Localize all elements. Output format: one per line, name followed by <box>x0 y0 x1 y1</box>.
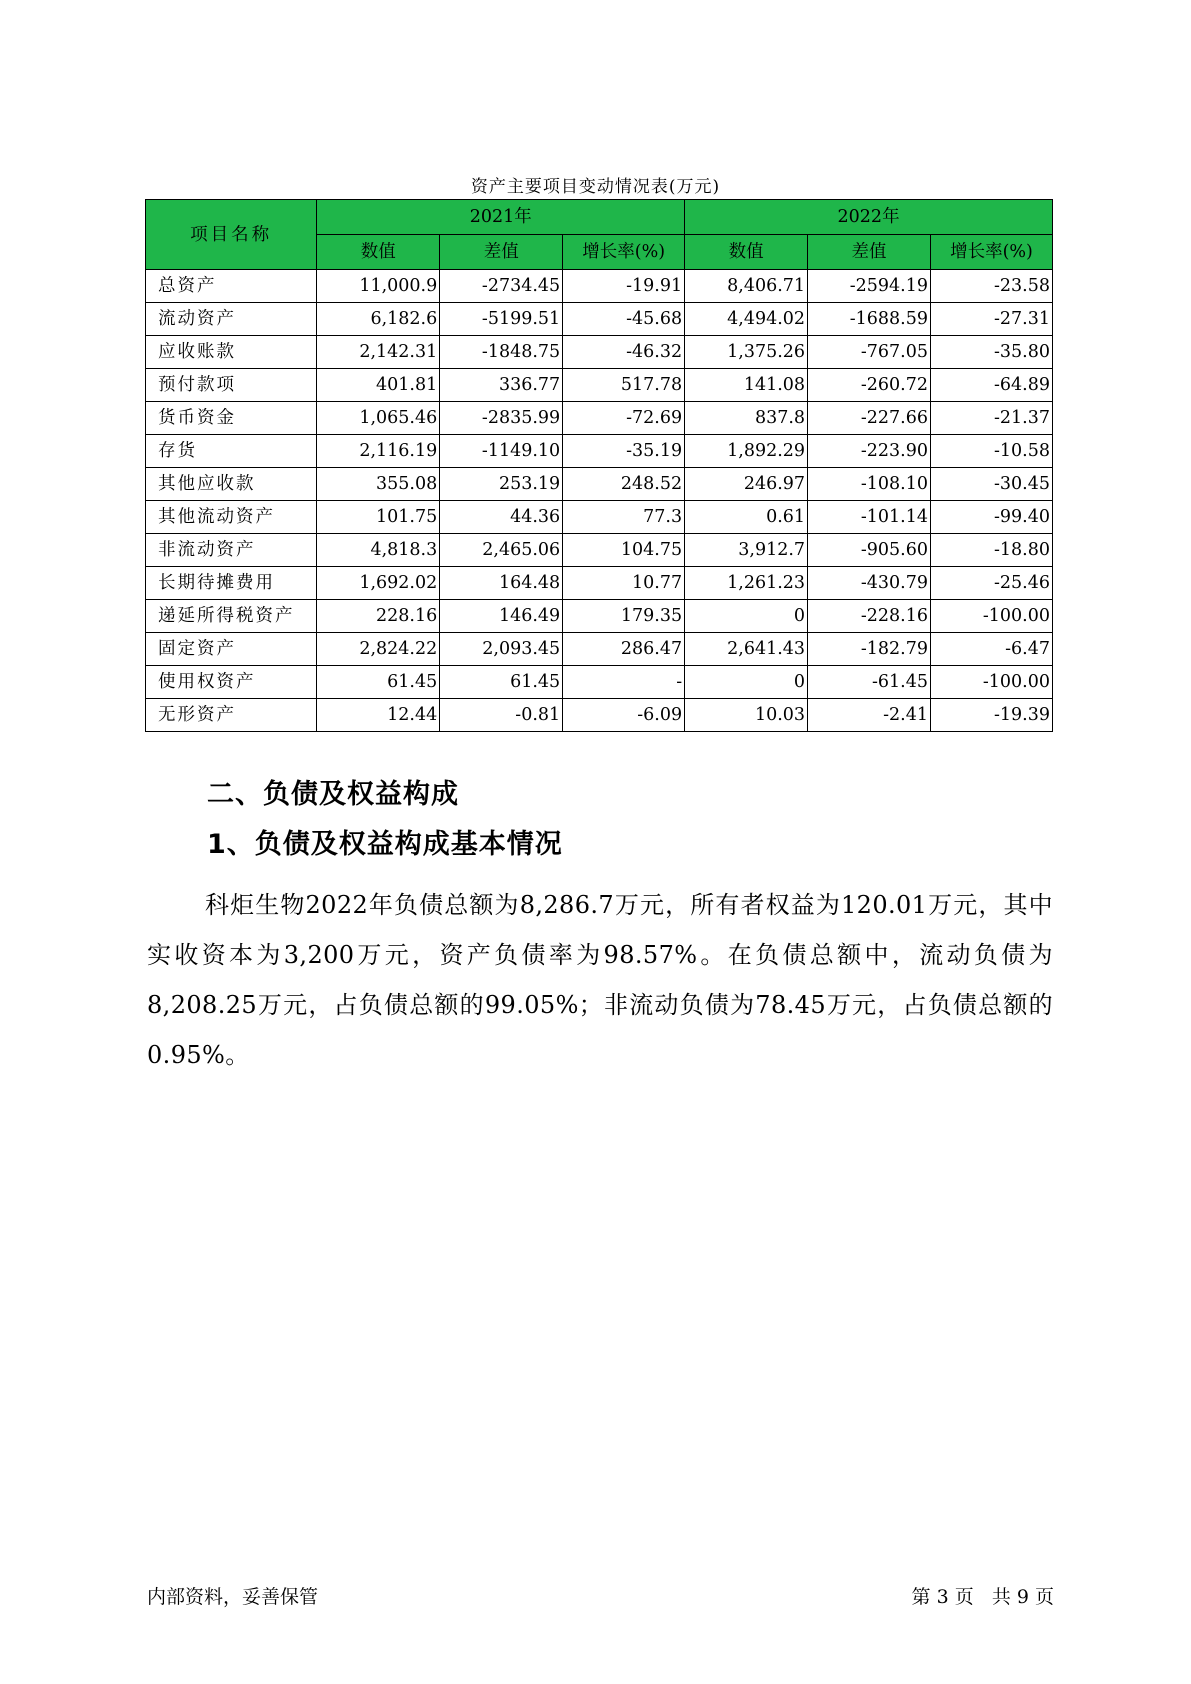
cell-value-2021: 12.44 <box>317 699 440 732</box>
cell-diff-2021: -5199.51 <box>440 303 563 336</box>
cell-value-2022: 1,375.26 <box>685 336 808 369</box>
section-heading: 二、负债及权益构成 <box>207 779 459 810</box>
table-row <box>146 567 1053 600</box>
cell-item-name: 货币资金 <box>146 402 317 435</box>
section-paragraph: 科炬生物2022年负债总额为8,286.7万元，所有者权益为120.01万元，其中实收资本为3,200万元，资产负债率为98.57%。在负债总额中，流动负债为8,208.25万元，占负债总额的99.05%；非流动负债为78.45万元，占负债总额的0.95%。 <box>147 891 1053 1069</box>
cell-growth-2022: -21.37 <box>931 402 1053 435</box>
table-row <box>146 468 1053 501</box>
cell-diff-2022: -1688.59 <box>808 303 931 336</box>
asset-changes-table <box>145 199 1053 732</box>
cell-value-2021: 1,692.02 <box>317 567 440 600</box>
cell-growth-2022: -18.80 <box>931 534 1053 567</box>
cell-value-2022: 0.61 <box>685 501 808 534</box>
cell-value-2021: 2,824.22 <box>317 633 440 666</box>
cell-diff-2021: 253.19 <box>440 468 563 501</box>
cell-growth-2021: 286.47 <box>563 633 685 666</box>
cell-item-name: 非流动资产 <box>146 534 317 567</box>
table-row <box>146 501 1053 534</box>
cell-value-2022: 0 <box>685 666 808 699</box>
cell-diff-2022: -182.79 <box>808 633 931 666</box>
cell-value-2022: 2,641.43 <box>685 633 808 666</box>
cell-value-2022: 1,892.29 <box>685 435 808 468</box>
cell-diff-2021: 164.48 <box>440 567 563 600</box>
cell-diff-2021: 2,093.45 <box>440 633 563 666</box>
cell-growth-2021: -19.91 <box>563 270 685 303</box>
cell-diff-2021: 336.77 <box>440 369 563 402</box>
cell-value-2022: 141.08 <box>685 369 808 402</box>
table-row <box>146 435 1053 468</box>
cell-diff-2022: -2.41 <box>808 699 931 732</box>
cell-item-name: 其他应收款 <box>146 468 317 501</box>
cell-value-2022: 8,406.71 <box>685 270 808 303</box>
cell-diff-2021: -2835.99 <box>440 402 563 435</box>
section-subheading: 1、负债及权益构成基本情况 <box>207 829 563 860</box>
header-value-2021: 数值 <box>317 235 440 270</box>
table-row <box>146 369 1053 402</box>
cell-item-name: 流动资产 <box>146 303 317 336</box>
cell-growth-2022: -25.46 <box>931 567 1053 600</box>
cell-diff-2022: -260.72 <box>808 369 931 402</box>
cell-item-name: 递延所得税资产 <box>146 600 317 633</box>
cell-growth-2022: -27.31 <box>931 303 1053 336</box>
cell-growth-2022: -100.00 <box>931 666 1053 699</box>
cell-growth-2021: 77.3 <box>563 501 685 534</box>
cell-growth-2021: -46.32 <box>563 336 685 369</box>
cell-value-2022: 3,912.7 <box>685 534 808 567</box>
header-year-2022: 2022年 <box>685 200 1053 235</box>
cell-growth-2021: -35.19 <box>563 435 685 468</box>
cell-growth-2022: -19.39 <box>931 699 1053 732</box>
cell-diff-2022: -2594.19 <box>808 270 931 303</box>
cell-diff-2021: -0.81 <box>440 699 563 732</box>
cell-item-name: 使用权资产 <box>146 666 317 699</box>
cell-growth-2022: -30.45 <box>931 468 1053 501</box>
cell-value-2022: 837.8 <box>685 402 808 435</box>
table-row <box>146 402 1053 435</box>
header-growth-2022: 增长率(%) <box>931 235 1053 270</box>
cell-value-2021: 401.81 <box>317 369 440 402</box>
cell-diff-2021: 2,465.06 <box>440 534 563 567</box>
cell-value-2022: 4,494.02 <box>685 303 808 336</box>
header-diff-2022: 差值 <box>808 235 931 270</box>
header-growth-2021: 增长率(%) <box>563 235 685 270</box>
cell-diff-2022: -108.10 <box>808 468 931 501</box>
cell-value-2021: 355.08 <box>317 468 440 501</box>
cell-item-name: 应收账款 <box>146 336 317 369</box>
table-row <box>146 303 1053 336</box>
cell-growth-2021: 179.35 <box>563 600 685 633</box>
cell-growth-2021: - <box>563 666 685 699</box>
header-year-2021: 2021年 <box>317 200 685 235</box>
cell-growth-2021: 10.77 <box>563 567 685 600</box>
cell-diff-2021: -2734.45 <box>440 270 563 303</box>
cell-value-2022: 10.03 <box>685 699 808 732</box>
cell-growth-2022: -35.80 <box>931 336 1053 369</box>
table-row <box>146 600 1053 633</box>
table-caption: 资产主要项目变动情况表(万元) <box>470 177 721 197</box>
table-row <box>146 633 1053 666</box>
table-row <box>146 336 1053 369</box>
header-item-name: 项目名称 <box>146 200 317 270</box>
cell-value-2022: 0 <box>685 600 808 633</box>
table-row <box>146 270 1053 303</box>
table-row <box>146 699 1053 732</box>
header-value-2022: 数值 <box>685 235 808 270</box>
footer-page-number: 第 3 页 共 9 页 <box>911 1586 1054 1608</box>
cell-diff-2022: -227.66 <box>808 402 931 435</box>
cell-growth-2021: 248.52 <box>563 468 685 501</box>
cell-value-2022: 1,261.23 <box>685 567 808 600</box>
cell-diff-2022: -61.45 <box>808 666 931 699</box>
cell-item-name: 无形资产 <box>146 699 317 732</box>
cell-growth-2022: -100.00 <box>931 600 1053 633</box>
cell-diff-2022: -228.16 <box>808 600 931 633</box>
cell-value-2022: 246.97 <box>685 468 808 501</box>
cell-diff-2021: 146.49 <box>440 600 563 633</box>
cell-diff-2021: 44.36 <box>440 501 563 534</box>
cell-growth-2021: -72.69 <box>563 402 685 435</box>
cell-diff-2021: -1848.75 <box>440 336 563 369</box>
table-header-row-years <box>146 200 1053 235</box>
cell-value-2021: 2,116.19 <box>317 435 440 468</box>
cell-diff-2021: -1149.10 <box>440 435 563 468</box>
cell-diff-2021: 61.45 <box>440 666 563 699</box>
cell-value-2021: 2,142.31 <box>317 336 440 369</box>
table-row <box>146 534 1053 567</box>
cell-value-2021: 61.45 <box>317 666 440 699</box>
cell-value-2021: 228.16 <box>317 600 440 633</box>
cell-growth-2022: -64.89 <box>931 369 1053 402</box>
cell-diff-2022: -223.90 <box>808 435 931 468</box>
cell-item-name: 其他流动资产 <box>146 501 317 534</box>
cell-growth-2021: 517.78 <box>563 369 685 402</box>
cell-growth-2022: -23.58 <box>931 270 1053 303</box>
table-row <box>146 666 1053 699</box>
cell-value-2021: 6,182.6 <box>317 303 440 336</box>
cell-item-name: 预付款项 <box>146 369 317 402</box>
cell-value-2021: 11,000.9 <box>317 270 440 303</box>
header-diff-2021: 差值 <box>440 235 563 270</box>
cell-item-name: 固定资产 <box>146 633 317 666</box>
cell-growth-2022: -6.47 <box>931 633 1053 666</box>
cell-item-name: 长期待摊费用 <box>146 567 317 600</box>
table-body <box>146 270 1053 732</box>
cell-item-name: 总资产 <box>146 270 317 303</box>
cell-diff-2022: -767.05 <box>808 336 931 369</box>
cell-diff-2022: -905.60 <box>808 534 931 567</box>
cell-growth-2021: 104.75 <box>563 534 685 567</box>
cell-growth-2021: -45.68 <box>563 303 685 336</box>
cell-growth-2022: -10.58 <box>931 435 1053 468</box>
cell-value-2021: 1,065.46 <box>317 402 440 435</box>
cell-diff-2022: -101.14 <box>808 501 931 534</box>
cell-diff-2022: -430.79 <box>808 567 931 600</box>
cell-value-2021: 4,818.3 <box>317 534 440 567</box>
footer-confidential-note: 内部资料，妥善保管 <box>147 1586 319 1608</box>
cell-growth-2021: -6.09 <box>563 699 685 732</box>
cell-value-2021: 101.75 <box>317 501 440 534</box>
cell-item-name: 存货 <box>146 435 317 468</box>
cell-growth-2022: -99.40 <box>931 501 1053 534</box>
